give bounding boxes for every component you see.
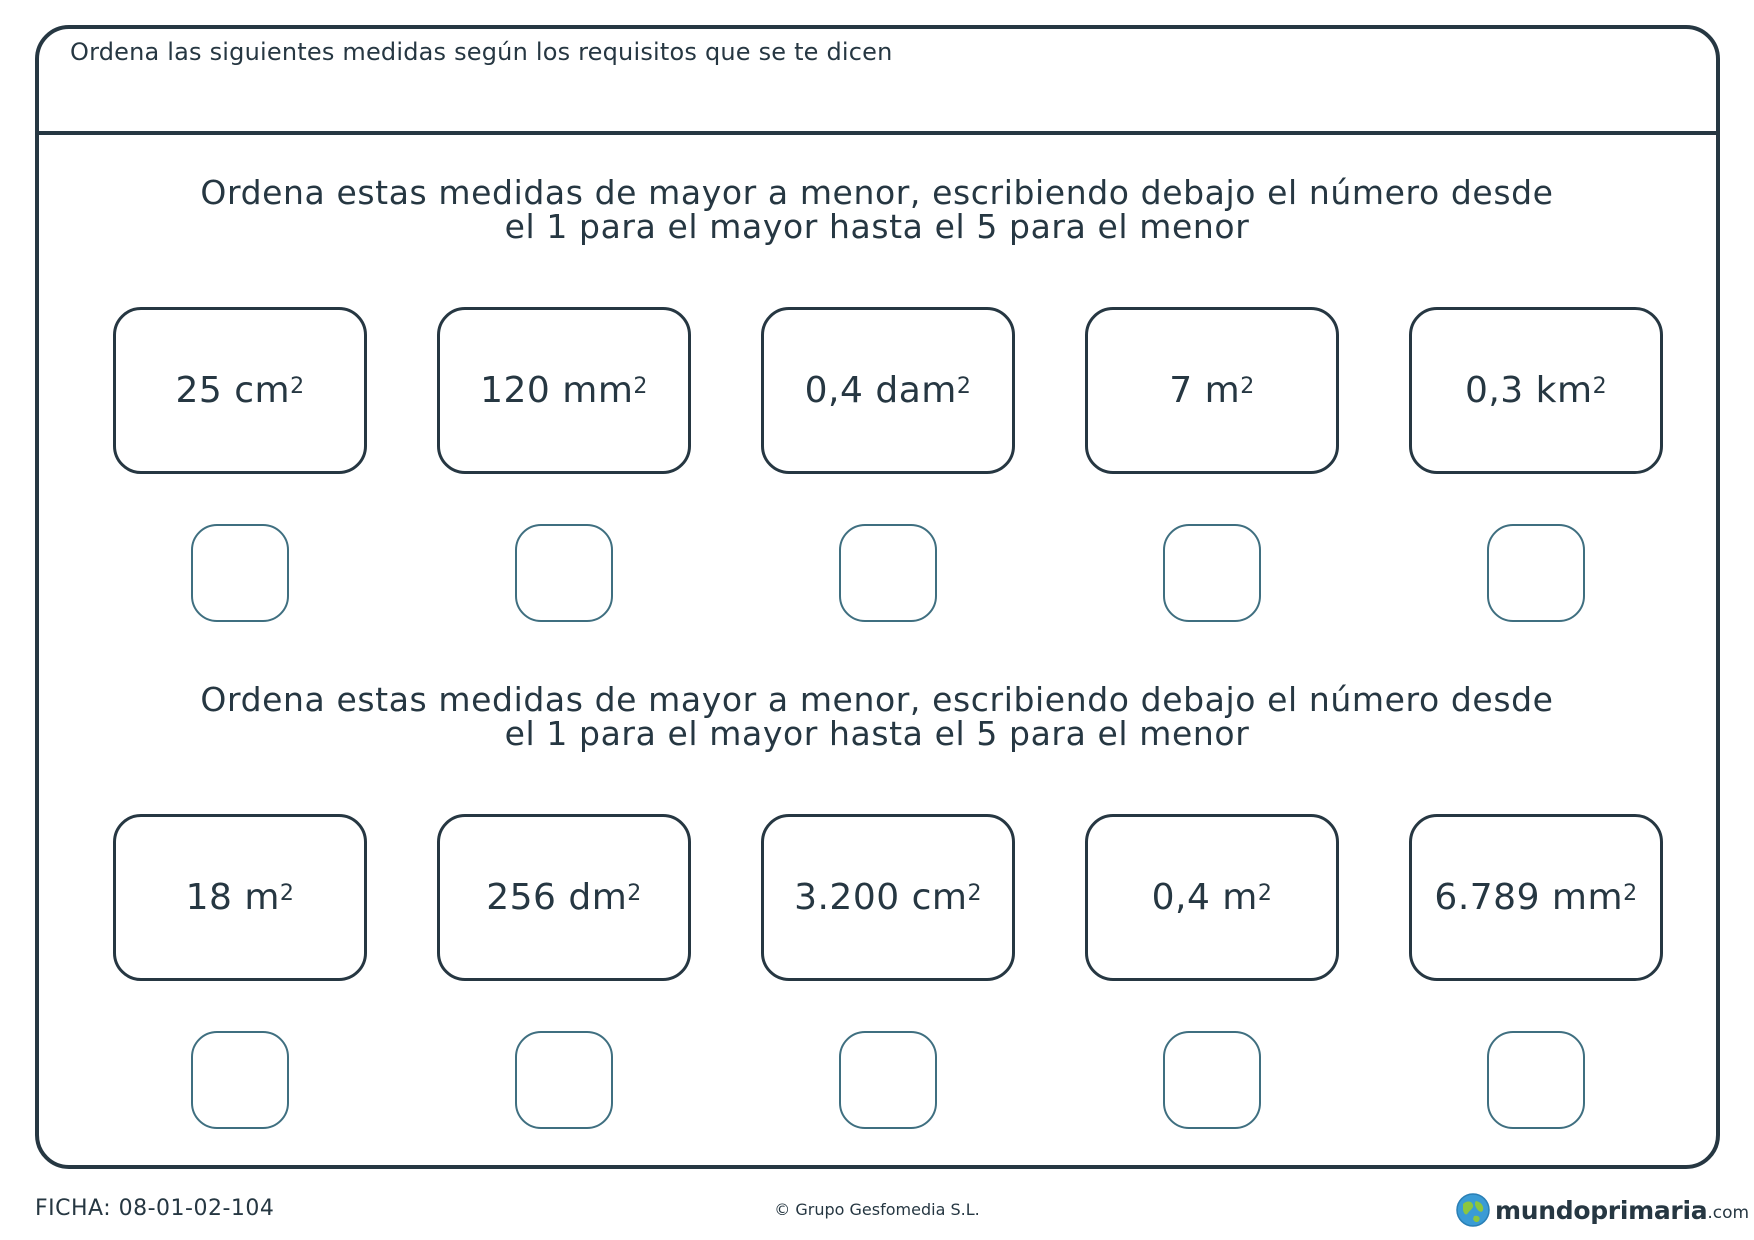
answer-box[interactable] <box>515 1031 613 1129</box>
answer-box[interactable] <box>1163 1031 1261 1129</box>
measure-card <box>113 307 367 474</box>
answer-box[interactable] <box>839 1031 937 1129</box>
section-1-title-line2: el 1 para el mayor hasta el 5 para el menor <box>504 207 1250 246</box>
measure-exponent: 2 <box>1623 881 1638 906</box>
section-2-title-line2: el 1 para el mayor hasta el 5 para el menor <box>504 714 1250 753</box>
measure-value: 3.200 cm <box>794 877 968 918</box>
measure-card <box>1085 307 1339 474</box>
answer-box[interactable] <box>191 524 289 622</box>
measure-exponent: 2 <box>279 881 295 906</box>
instruction-text: Ordena las siguientes medidas según los requisitos que se te dicen <box>70 38 893 66</box>
answer-box[interactable] <box>839 524 937 622</box>
brand-name: mundoprimaria <box>1495 1195 1708 1225</box>
measure-card <box>1409 814 1663 981</box>
measure-exponent: 2 <box>633 374 648 399</box>
copyright-text: © Grupo Gesfomedia S.L. <box>774 1200 980 1219</box>
section-1-title-line1: Ordena estas medidas de mayor a menor, escribiendo debajo el número desde <box>200 173 1554 212</box>
measure-card <box>1409 307 1663 474</box>
answer-box[interactable] <box>191 1031 289 1129</box>
measure-exponent: 2 <box>1257 881 1273 906</box>
measure-value: 0,3 km <box>1464 370 1593 411</box>
measure-value: 0,4 m <box>1151 877 1258 918</box>
measure-exponent: 2 <box>290 374 305 399</box>
measure-value: 256 dm <box>486 877 628 918</box>
brand-tld: .com <box>1707 1202 1750 1223</box>
answer-box[interactable] <box>1487 1031 1585 1129</box>
header-divider <box>35 131 1720 135</box>
measure-value: 6.789 mm <box>1434 877 1624 918</box>
brand-logo[interactable] <box>1455 1190 1749 1230</box>
measure-card <box>761 307 1015 474</box>
measure-exponent: 2 <box>1240 374 1255 399</box>
measure-card <box>437 814 691 981</box>
answer-box[interactable] <box>515 524 613 622</box>
worksheet-code: FICHA: 08-01-02-104 <box>35 1196 275 1221</box>
answer-box[interactable] <box>1487 524 1585 622</box>
answer-box[interactable] <box>1163 524 1261 622</box>
measure-value: 25 cm <box>175 370 291 411</box>
globe-icon <box>1455 1192 1491 1228</box>
measure-exponent: 2 <box>967 881 982 906</box>
section-2-title <box>0 680 1754 753</box>
measure-value: 0,4 dam <box>804 370 957 411</box>
measure-card <box>761 814 1015 981</box>
measure-exponent: 2 <box>1592 374 1608 399</box>
section-1-title <box>0 173 1754 246</box>
section-2-title-line1: Ordena estas medidas de mayor a menor, escribiendo debajo el número desde <box>200 680 1554 719</box>
measure-card <box>113 814 367 981</box>
measure-value: 120 mm <box>480 370 634 411</box>
measure-value: 18 m <box>185 877 280 918</box>
measure-exponent: 2 <box>956 374 972 399</box>
measure-exponent: 2 <box>627 881 642 906</box>
measure-value: 7 m <box>1169 370 1241 411</box>
measure-card <box>1085 814 1339 981</box>
measure-card <box>437 307 691 474</box>
